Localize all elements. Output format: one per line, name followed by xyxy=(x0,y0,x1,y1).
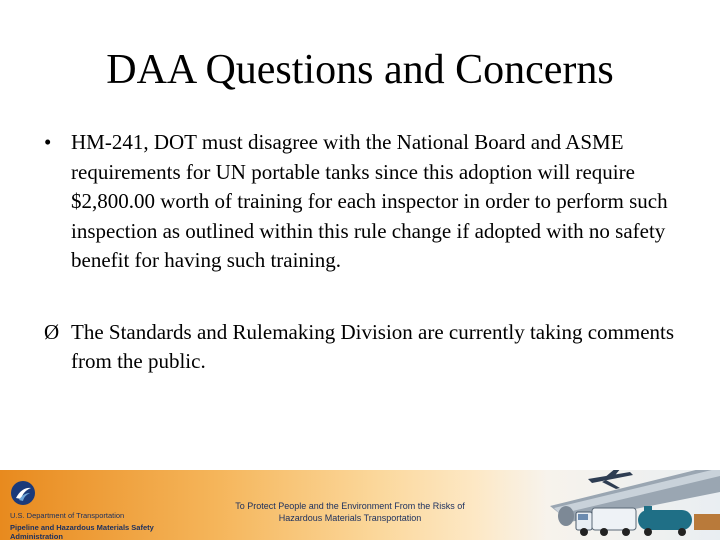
bullet-item xyxy=(44,128,684,276)
agency-name: U.S. Department of Transportation xyxy=(10,511,125,520)
bullet-item xyxy=(44,318,684,377)
agency-branding xyxy=(8,476,158,538)
arrow-bullet-icon: Ø xyxy=(44,319,60,344)
footer-banner xyxy=(0,470,720,540)
tanker-truck-icon xyxy=(576,508,636,536)
airplane-icon xyxy=(588,470,633,489)
administration-name: Pipeline and Hazardous Materials Safety Administration xyxy=(10,523,154,540)
transport-collage xyxy=(530,470,720,540)
bullet-marker: • xyxy=(44,130,52,154)
bullet-text: The Standards and Rulemaking Division are currently taking comments from the public. xyxy=(71,319,675,373)
bullet-list xyxy=(44,128,684,377)
dot-logo-icon xyxy=(10,480,36,506)
bullet-text: HM-241, DOT must disagree with the National Board and ASME requirements for UN portable tanks since this adoption will require $2,800.00 worth of training for each inspector in order to perform such inspection as outlined within this rule change if adopted with no safety benefit for having such training. xyxy=(71,130,668,272)
slide-title: DAA Questions and Concerns xyxy=(106,47,614,93)
mission-statement: To Protect People and the Environment From the Risks of Hazardous Materials Transportation xyxy=(235,501,465,523)
rail-tank-car-icon xyxy=(638,506,720,536)
